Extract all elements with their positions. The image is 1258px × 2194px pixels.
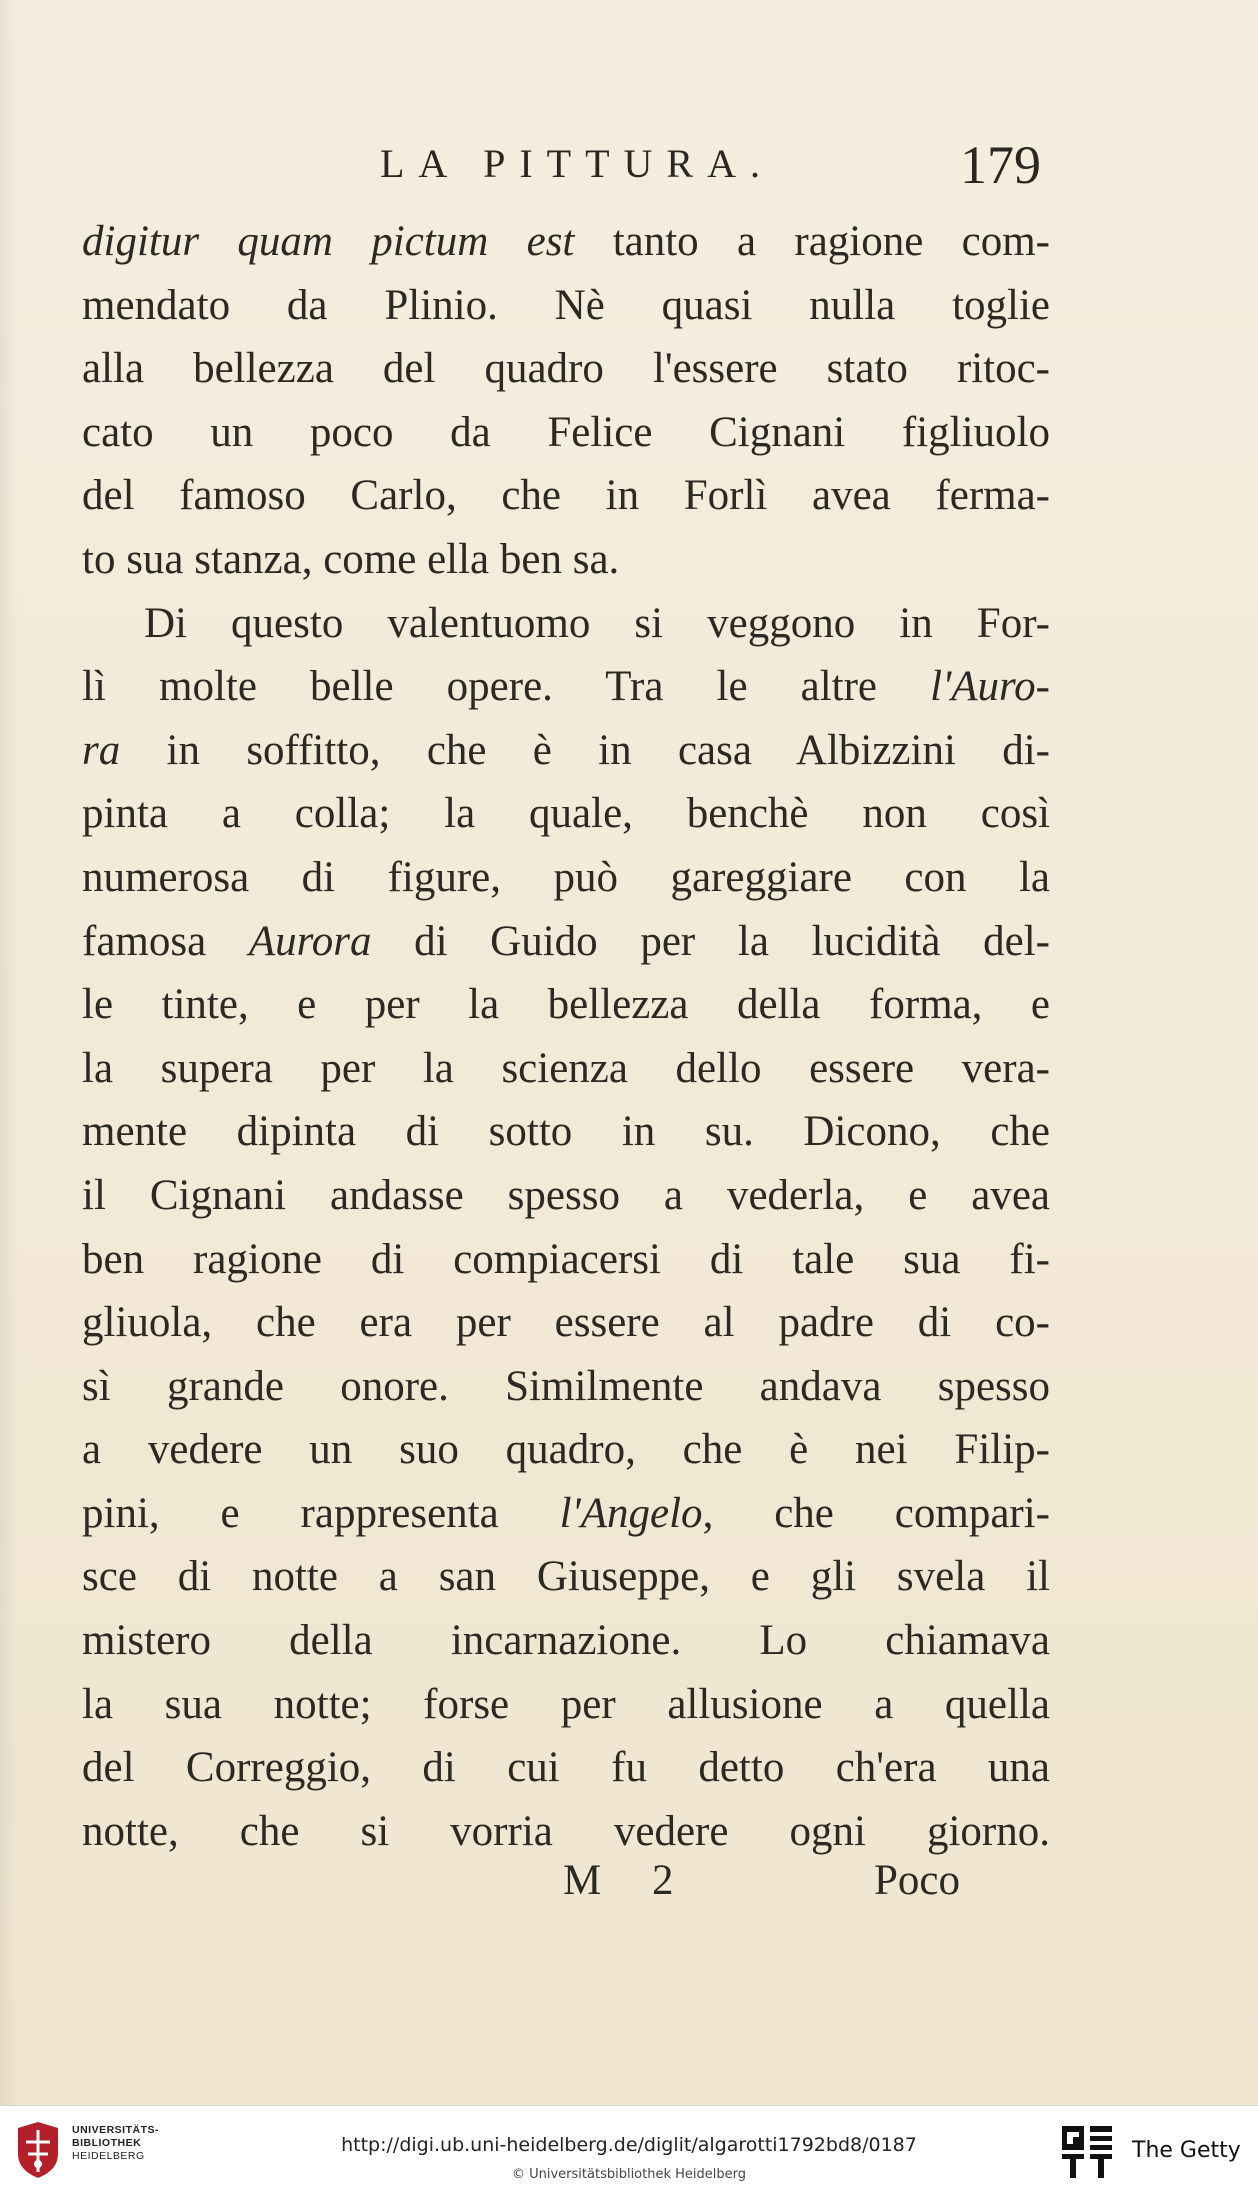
text-line: a vedere un suo quadro, che è nei Filip- — [82, 1426, 1050, 1474]
text-line-paragraph-end: to sua stanza, come ella ben sa. — [82, 535, 620, 583]
text-line: digitur quam pictum est tanto a ragione com- — [82, 218, 1050, 265]
partner-name: The Getty — [1132, 2138, 1241, 2163]
text-line: mistero della incarnazione. Lo chiamava — [82, 1617, 1050, 1665]
gathering-number: 2 — [652, 1857, 674, 1904]
text-line: le tinte, e per la bellezza della forma, e — [82, 981, 1050, 1029]
text-line: lì molte belle opere. Tra le altre l'Auro- — [82, 663, 1050, 711]
text-line: alla bellezza del quadro l'essere stato ritoc- — [82, 345, 1050, 393]
text-line: pini, e rappresenta l'Angelo, che compari- — [82, 1489, 1050, 1537]
text-line: la supera per la scienza dello essere vera- — [82, 1044, 1050, 1092]
text-line: la sua notte; forse per allusione a quella — [82, 1680, 1050, 1728]
text-line: notte, che si vorria vedere ogni giorno. — [82, 1807, 1050, 1855]
viewer-footer — [0, 2105, 1258, 2194]
signature-line — [0, 1856, 1258, 1920]
text-line: ben ragione di compiacersi di tale sua fi- — [82, 1235, 1050, 1283]
text-line: ra in soffitto, che è in casa Albizzini di- — [82, 726, 1050, 774]
text-line: cato un poco da Felice Cignani figliuolo — [82, 408, 1050, 456]
text-line: il Cignani andasse spesso a vederla, e avea — [82, 1171, 1050, 1219]
text-line: numerosa di figure, può gareggiare con la — [82, 853, 1050, 901]
getty-logo-icon — [1060, 2124, 1114, 2180]
permalink-url[interactable]: http://digi.ub.uni-heidelberg.de/diglit/algarotti1792bd8/0187 — [341, 2134, 917, 2156]
catchword: Poco — [874, 1857, 960, 1904]
text-line: pinta a colla; la quale, benchè non così — [82, 790, 1050, 838]
text-line: gliuola, che era per essere al padre di co- — [82, 1299, 1050, 1347]
page-number: 179 — [960, 135, 1041, 195]
text-line: famosa Aurora di Guido per la lucidità del- — [82, 917, 1050, 965]
text-line: sce di notte a san Giuseppe, e gli svela il — [82, 1553, 1050, 1601]
text-line-paragraph-start: Di questo valentuomo si veggono in For- — [144, 599, 1050, 647]
text-line: del famoso Carlo, che in Forlì avea ferma- — [82, 472, 1050, 520]
page-shadow — [0, 0, 18, 2105]
text-line: mendato da Plinio. Nè quasi nulla toglie — [82, 281, 1050, 329]
text-line: mente dipinta di sotto in su. Dicono, che — [82, 1108, 1050, 1156]
text-line: del Correggio, di cui fu detto ch'era una — [82, 1744, 1050, 1792]
running-head — [0, 135, 1258, 200]
running-title: LA PITTURA. — [380, 141, 774, 186]
copyright-notice: © Universitätsbibliothek Heidelberg — [511, 2167, 746, 2182]
library-name: UNIVERSITÄTS- BIBLIOTHEK HEIDELBERG — [72, 2124, 160, 2162]
body-text — [82, 210, 1050, 1863]
gathering-signature: M — [563, 1857, 606, 1904]
text-line: sì grande onore. Similmente andava spesso — [82, 1362, 1050, 1410]
